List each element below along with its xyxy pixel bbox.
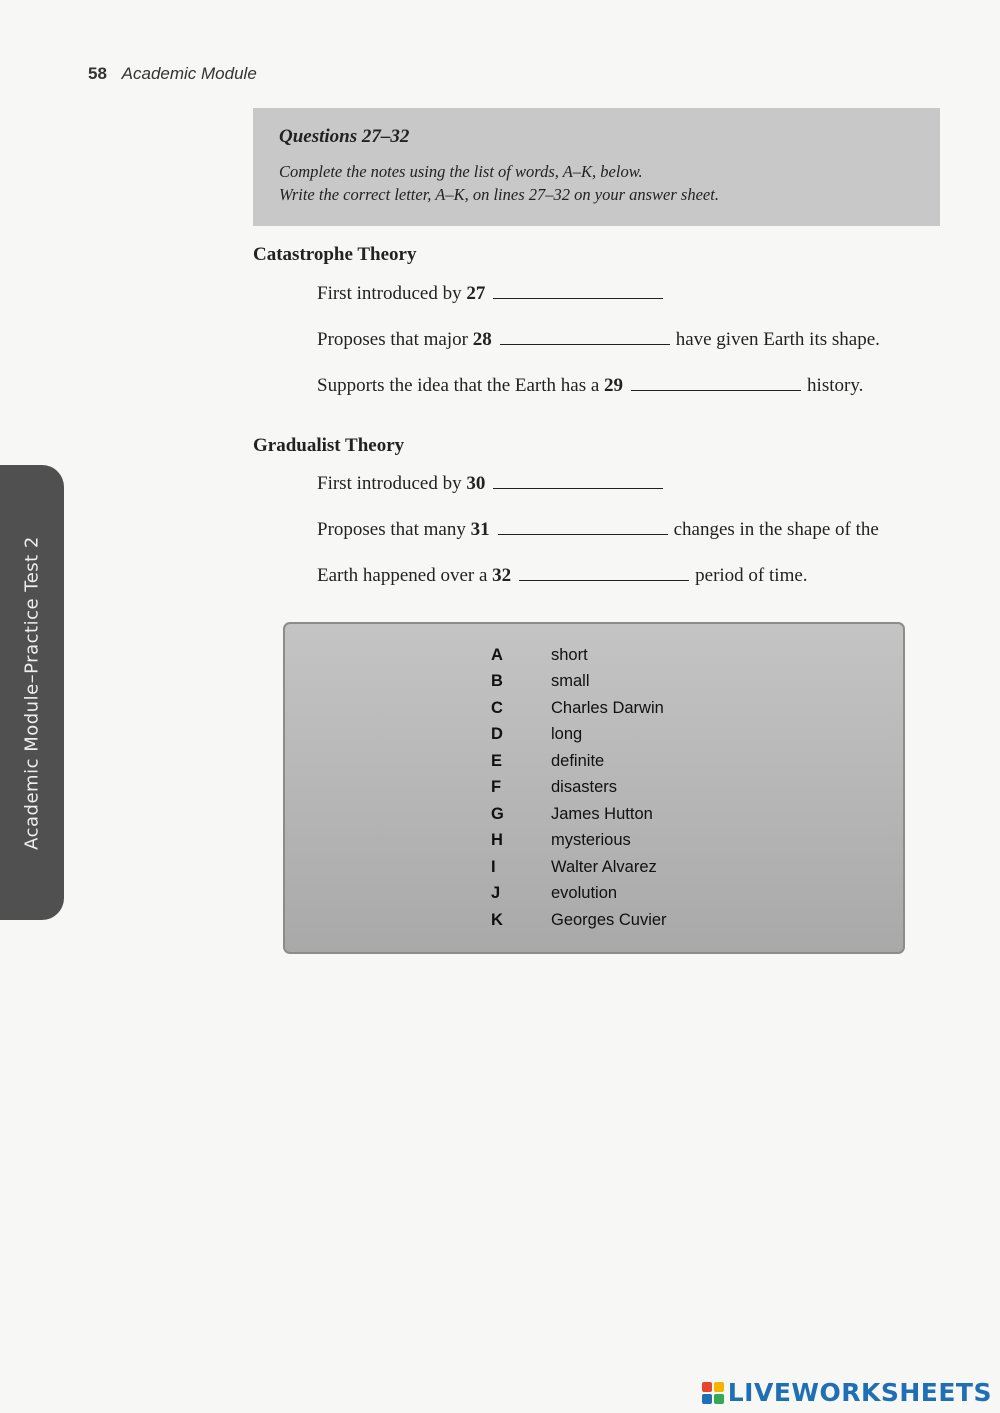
word-option-e — [491, 748, 667, 775]
page-header — [88, 64, 257, 84]
answer-blank-30[interactable] — [493, 474, 663, 489]
option-letter: K — [491, 910, 503, 929]
option-letter: H — [491, 831, 503, 850]
option-word: James Hutton — [551, 804, 653, 823]
option-letter: E — [491, 751, 503, 770]
instruction-line-1: Complete the notes using the list of words, A–K, below. — [279, 162, 643, 181]
option-letter: A — [491, 645, 503, 664]
side-tab — [0, 465, 64, 920]
liveworksheets-icon — [702, 1382, 724, 1404]
note-27 — [317, 283, 669, 305]
catastrophe-title: Catastrophe Theory — [253, 244, 417, 265]
question-number: 31 — [470, 519, 490, 540]
option-word: Georges Cuvier — [551, 910, 667, 929]
option-letter: F — [491, 778, 502, 797]
note-text: First introduced by — [317, 283, 467, 304]
note-29 — [317, 375, 863, 397]
note-text: Supports the idea that the Earth has a — [317, 375, 605, 396]
question-number: 27 — [466, 283, 486, 304]
module-title: Academic Module — [121, 64, 257, 83]
note-text: Proposes that major — [317, 329, 473, 350]
word-option-k — [491, 907, 667, 934]
question-number: 30 — [466, 473, 486, 494]
option-word: definite — [551, 751, 605, 770]
question-number: 28 — [472, 329, 492, 350]
option-letter: B — [491, 672, 503, 691]
option-letter: C — [491, 698, 503, 717]
option-letter: D — [491, 725, 503, 744]
option-letter: G — [491, 804, 504, 823]
option-word: Charles Darwin — [551, 698, 664, 717]
option-word: mysterious — [551, 831, 631, 850]
liveworksheets-logo — [702, 1378, 992, 1407]
note-30 — [317, 473, 669, 495]
note-32 — [317, 565, 808, 587]
note-text: period of time. — [695, 565, 808, 586]
word-option-f — [491, 775, 667, 802]
word-option-g — [491, 801, 667, 828]
watermark-text: LIVEWORKSHEETS — [727, 1378, 992, 1407]
note-text: Proposes that many — [317, 519, 471, 540]
question-number: 29 — [604, 375, 624, 396]
word-option-a — [491, 642, 667, 669]
word-option-i — [491, 854, 667, 881]
note-28 — [317, 329, 880, 351]
note-text: history. — [807, 375, 864, 396]
note-text: changes in the shape of the — [673, 519, 879, 540]
note-text: have given Earth its shape. — [675, 329, 880, 350]
option-letter: J — [491, 884, 501, 903]
word-option-h — [491, 828, 667, 855]
answer-blank-31[interactable] — [498, 520, 668, 535]
word-list — [491, 642, 667, 934]
note-text: Earth happened over a — [317, 565, 493, 586]
note-31 — [317, 519, 879, 541]
option-letter: I — [491, 857, 496, 876]
word-option-b — [491, 669, 667, 696]
questions-title: Questions 27–32 — [279, 126, 410, 147]
option-word: small — [551, 672, 590, 691]
word-list-box — [283, 622, 905, 954]
option-word: evolution — [551, 884, 618, 903]
answer-blank-27[interactable] — [493, 284, 663, 299]
option-word: Walter Alvarez — [551, 857, 657, 876]
answer-blank-28[interactable] — [500, 330, 670, 345]
instruction-line-2: Write the correct letter, A–K, on lines 27–32 on your answer sheet. — [279, 185, 719, 204]
word-option-c — [491, 695, 667, 722]
answer-blank-32[interactable] — [519, 566, 689, 581]
page-number: 58 — [88, 64, 107, 83]
instructions-box — [253, 108, 940, 226]
option-word: disasters — [551, 778, 618, 797]
question-number: 32 — [492, 565, 512, 586]
side-tab-label: Academic Module–Practice Test 2 — [21, 535, 43, 850]
word-option-j — [491, 881, 667, 908]
gradualist-title: Gradualist Theory — [253, 435, 405, 456]
answer-blank-29[interactable] — [631, 376, 801, 391]
option-word: long — [551, 725, 583, 744]
option-word: short — [551, 645, 588, 664]
word-option-d — [491, 722, 667, 749]
note-text: First introduced by — [317, 473, 467, 494]
